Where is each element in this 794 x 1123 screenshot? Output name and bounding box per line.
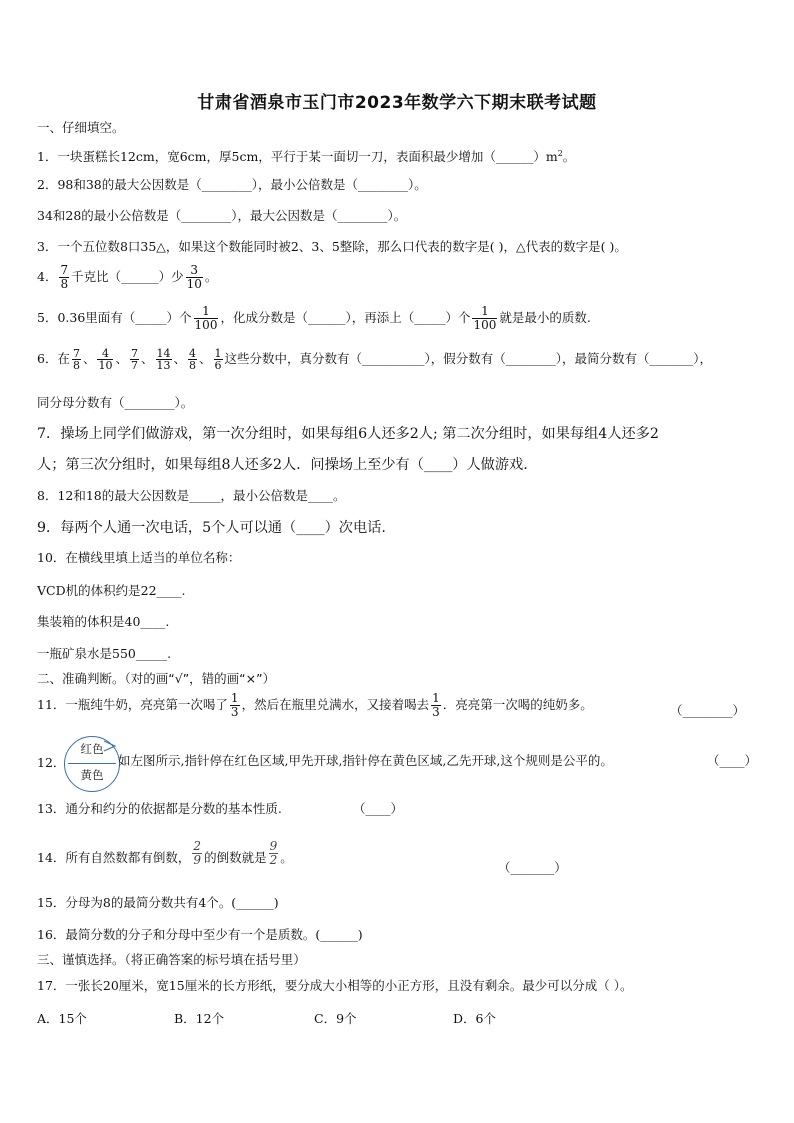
q11-f1-den: 3 bbox=[230, 705, 239, 719]
q6-fraction-2 bbox=[97, 348, 113, 371]
q6-fraction-4 bbox=[156, 348, 172, 371]
q17-option-b: B．12个 bbox=[174, 1011, 225, 1026]
q6-fraction-5 bbox=[188, 348, 197, 371]
q6-prefix: 6．在 bbox=[37, 351, 70, 366]
question-6 bbox=[37, 348, 712, 371]
section-2-heading: 二、准确判断。（对的画“√”，错的画“×”） bbox=[37, 671, 276, 686]
question-1-text: 1．一块蛋糕长12cm，宽6cm，厚5cm，平行于某一面切一刀，表面积最少增加（______）m bbox=[37, 149, 558, 165]
q4-mid: 千克比（______）少 bbox=[71, 269, 184, 284]
question-1 bbox=[37, 145, 575, 166]
question-15: 15．分母为8的最简分数共有4个。(______) bbox=[37, 895, 279, 910]
q6-f4-den: 13 bbox=[156, 359, 171, 372]
spinner-circle-icon bbox=[64, 736, 120, 792]
q6-fraction-6 bbox=[214, 348, 223, 371]
question-12-number: 12． bbox=[37, 755, 66, 770]
q14-f1-num: 2 bbox=[193, 839, 202, 853]
q14-part-b: 的倒数就是 bbox=[204, 850, 267, 865]
q14-fraction-2 bbox=[269, 840, 279, 867]
question-1-sup: 2 bbox=[557, 149, 563, 158]
section-1-heading: 一、仔细填空。 bbox=[37, 120, 125, 135]
q14-f2-den: 2 bbox=[269, 853, 278, 867]
q6-f1-den: 8 bbox=[72, 359, 80, 372]
question-10c: 一瓶矿泉水是550_____. bbox=[37, 646, 172, 661]
q5-f2-num: 1 bbox=[472, 305, 497, 319]
question-2a: 2．98和38的最大公因数是（________），最小公倍数是（________）。 bbox=[37, 177, 427, 192]
question-16: 16．最简分数的分子和分母中至少有一个是质数。(______) bbox=[37, 927, 363, 942]
q6-f1-num: 7 bbox=[72, 347, 80, 360]
question-7-line-2: 人；第三次分组时，如果每组8人还多2人．问操场上至少有（____）人做游戏. bbox=[37, 457, 528, 473]
q4-tail: 。 bbox=[204, 269, 218, 284]
q6-fraction-1 bbox=[72, 348, 81, 371]
q5-f1-num: 1 bbox=[194, 305, 219, 319]
page-title: 甘肃省酒泉市玉门市2023年数学六下期末联考试题 bbox=[197, 93, 597, 113]
question-13-blank: （____） bbox=[353, 801, 404, 816]
q14-fraction-1 bbox=[192, 840, 202, 867]
q11-part-b: ，然后在瓶里兑满水，又接着喝去 bbox=[241, 697, 430, 712]
q17-option-a: A．15个 bbox=[37, 1011, 87, 1026]
q5-fraction-1 bbox=[194, 305, 219, 332]
question-11-blank: （________） bbox=[670, 703, 746, 718]
q6-f2-num: 4 bbox=[97, 348, 113, 360]
q11-part-a: 11．一瓶纯牛奶，亮亮第一次喝了 bbox=[37, 697, 228, 712]
question-13-text: 13．通分和约分的依据都是分数的基本性质. bbox=[37, 801, 282, 816]
q6-f6-num: 1 bbox=[214, 347, 222, 360]
q6-sep: 、 bbox=[115, 351, 128, 366]
q6-tail: 这些分数中，真分数有（__________），假分数有（________），最简分数有（_______）， bbox=[224, 351, 713, 366]
q6-f4-num: 14 bbox=[156, 347, 171, 360]
q6-fraction-3 bbox=[130, 348, 139, 371]
q6-sep: 、 bbox=[140, 351, 154, 366]
q4-fraction-1 bbox=[59, 264, 69, 291]
spinner-yellow-label: 黄色 bbox=[80, 768, 104, 782]
q4-prefix: 4． bbox=[37, 269, 58, 284]
section-3-heading: 三、谨慎选择。（将正确答案的标号填在括号里） bbox=[37, 952, 306, 967]
q5-f1-den: 100 bbox=[194, 318, 218, 332]
spinner-divider bbox=[68, 763, 116, 764]
q11-f2-num: 1 bbox=[432, 691, 440, 705]
question-17: 17．一张长20厘米，宽15厘米的长方形纸，要分成大小相等的小正方形，且没有剩余。最少可以分成（ ）。 bbox=[37, 978, 633, 993]
question-3: 3．一个五位数8口35△，如果这个数能同时被2、3、5整除，那么口代表的数字是( )，△代表的数字是( )。 bbox=[37, 239, 627, 254]
spinner-pointer-icon bbox=[103, 739, 117, 753]
q5-part-a: 5．0.36里面有（_____）个 bbox=[37, 310, 192, 325]
q17-option-c: C．9个 bbox=[314, 1011, 357, 1026]
q5-part-c: 就是最小的质数. bbox=[499, 310, 591, 325]
question-5 bbox=[37, 305, 591, 332]
q17-option-d: D．6个 bbox=[453, 1011, 496, 1026]
q5-part-b: ，化成分数是（______），再添上（_____）个 bbox=[220, 310, 471, 325]
q4-f1-den: 8 bbox=[60, 277, 69, 291]
q4-f2-num: 3 bbox=[186, 264, 203, 278]
question-12-text: 如左图所示,指针停在红色区域,甲先开球,指针停在黄色区域,乙先开球,这个规则是公平的。 bbox=[118, 753, 613, 768]
q5-fraction-2 bbox=[472, 305, 497, 332]
q6-f3-den: 7 bbox=[130, 359, 138, 372]
question-8: 8．12和18的最大公因数是_____，最小公倍数是____。 bbox=[37, 488, 346, 503]
question-6-line-2: 同分母分数有（________）。 bbox=[37, 395, 194, 410]
spinner-red-label: 红色 bbox=[80, 742, 104, 756]
question-9: 9．每两个人通一次电话，5个人可以通（____）次电话. bbox=[37, 520, 386, 536]
q6-f5-den: 8 bbox=[189, 359, 197, 372]
q6-sep: 、 bbox=[82, 351, 96, 366]
q11-fraction-2 bbox=[431, 692, 441, 719]
q4-fraction-2 bbox=[186, 264, 203, 291]
q14-f1-den: 9 bbox=[193, 853, 202, 867]
q11-f1-num: 1 bbox=[230, 691, 239, 705]
question-10a: VCD机的体积约是22____. bbox=[37, 583, 186, 598]
question-10b: 集装箱的体积是40____. bbox=[37, 614, 170, 629]
q4-f1-num: 7 bbox=[60, 263, 69, 277]
q5-f2-den: 100 bbox=[473, 318, 497, 332]
question-7-line-1: 7．操场上同学们做游戏，第一次分组时，如果每组6人还多2人; 第二次分组时，如果每组4人还多2 bbox=[37, 426, 659, 442]
question-14-blank: （_______） bbox=[498, 860, 567, 875]
question-2b: 34和28的最小公倍数是（________），最大公因数是（________）。 bbox=[37, 208, 407, 223]
question-14 bbox=[37, 840, 293, 867]
q6-f6-den: 6 bbox=[214, 359, 222, 372]
question-4 bbox=[37, 264, 217, 291]
q4-f2-den: 10 bbox=[186, 277, 202, 291]
q14-part-c: 。 bbox=[280, 850, 293, 865]
q11-part-c: ．亮亮第一次喝的纯奶多。 bbox=[442, 697, 593, 712]
question-1-tail: 。 bbox=[562, 149, 576, 165]
q6-f3-num: 7 bbox=[130, 347, 138, 360]
q6-sep: 、 bbox=[199, 351, 212, 366]
question-11 bbox=[37, 692, 593, 719]
q6-f5-num: 4 bbox=[189, 347, 197, 360]
q11-fraction-1 bbox=[230, 692, 240, 719]
question-12-blank: （____） bbox=[707, 753, 758, 768]
q14-f2-num: 9 bbox=[269, 839, 278, 853]
q6-sep: 、 bbox=[173, 351, 187, 366]
q14-part-a: 14．所有自然数都有倒数， bbox=[37, 850, 191, 865]
question-10: 10．在横线里填上适当的单位名称： bbox=[37, 550, 241, 565]
q6-f2-den: 10 bbox=[98, 359, 113, 372]
q11-f2-den: 3 bbox=[432, 705, 440, 719]
